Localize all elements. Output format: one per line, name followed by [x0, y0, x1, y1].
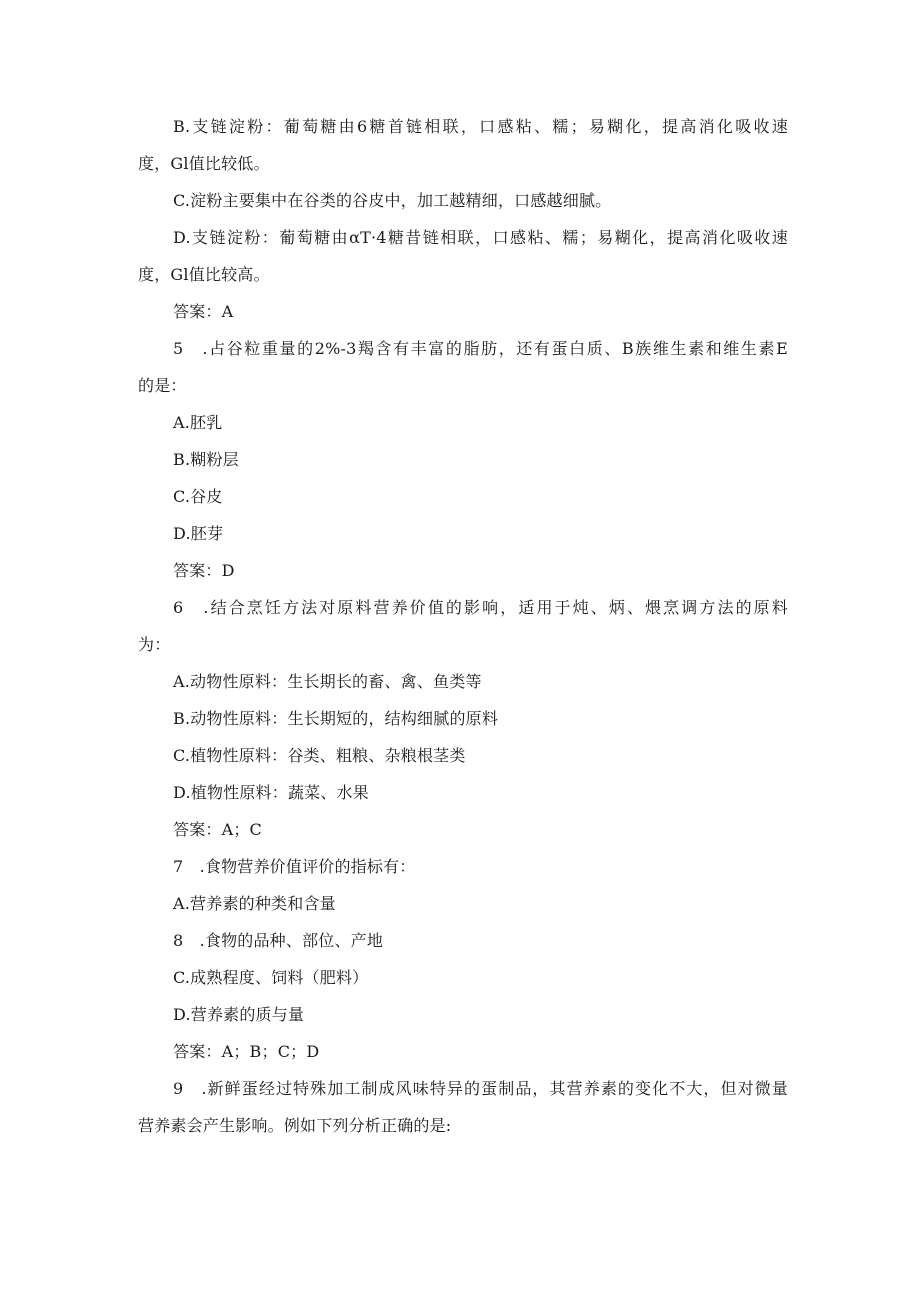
- text-line: B.动物性原料：生长期短的，结构细腻的原料: [173, 709, 499, 728]
- text-line: 5 .占谷粒重量的2%-3羯含有丰富的脂肪，还有蛋白质、B族维生素和维生素E: [173, 339, 788, 358]
- text-line: 度，Gl值比较低。: [138, 154, 270, 173]
- text-line: 度，Gl值比较高。: [138, 265, 270, 284]
- text-line: C.谷皮: [173, 487, 223, 506]
- text-line: 8 .食物的品种、部位、产地: [173, 931, 384, 950]
- text-line: 7 .食物营养价值评价的指标有：: [173, 857, 416, 876]
- text-line: 答案：A；B；C；D: [173, 1042, 320, 1061]
- text-line: 9 .新鲜蛋经过特殊加工制成风味特异的蛋制品，其营养素的变化不大，但对微量: [173, 1079, 788, 1098]
- text-line: C.淀粉主要集中在谷类的谷皮中，加工越精细，口感越细腻。: [173, 191, 612, 210]
- document-body: [138, 108, 788, 1144]
- text-line: 的是：: [138, 376, 187, 395]
- text-line: C.植物性原料：谷类、粗粮、杂粮根茎类: [173, 746, 466, 765]
- text-line: 答案：D: [173, 561, 235, 580]
- text-line: D.营养素的质与量: [173, 1005, 305, 1024]
- text-line: B.支链淀粉：葡萄糖由6糖首链相联，口感粘、糯；易糊化，提高消化吸收速: [173, 117, 788, 136]
- text-line: 答案：A: [173, 302, 234, 321]
- text-line: C.成熟程度、饲料（肥料）: [173, 968, 369, 987]
- text-line: A.营养素的种类和含量: [173, 894, 336, 913]
- text-line: A.动物性原料：生长期长的畜、禽、鱼类等: [173, 672, 482, 691]
- text-line: D.支链淀粉：葡萄糖由αT·4糖昔链相联，口感粘、糯；易糊化，提高消化吸收速: [173, 228, 788, 247]
- text-line: B.糊粉层: [173, 450, 239, 469]
- text-line: D.植物性原料：蔬菜、水果: [173, 783, 369, 802]
- text-line: D.胚芽: [173, 524, 224, 543]
- text-line: 营养素会产生影响。例如下列分析正确的是:: [138, 1116, 452, 1135]
- text-line: 为：: [138, 635, 171, 654]
- text-line: 答案：A；C: [173, 820, 262, 839]
- text-line: 6 .结合烹饪方法对原料营养价值的影响，适用于炖、炳、煨烹调方法的原料: [173, 598, 788, 617]
- text-line: A.胚乳: [173, 413, 223, 432]
